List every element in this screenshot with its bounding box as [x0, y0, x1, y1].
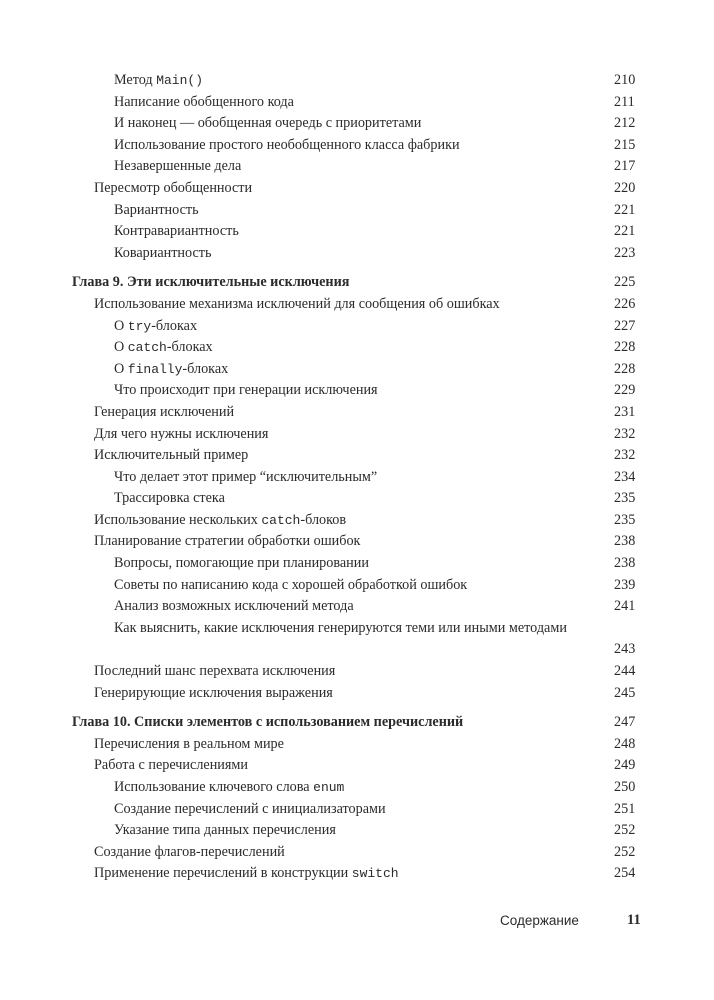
- title-text: О: [114, 339, 128, 356]
- toc-entry-page: 251: [614, 800, 636, 817]
- code-term: finally: [127, 361, 183, 377]
- title-text: Указание типа данных перечисления: [114, 822, 336, 839]
- toc-entry: [0, 683, 714, 705]
- toc-entry: [0, 755, 714, 777]
- toc-entry: [0, 799, 714, 821]
- toc-entry-page: 212: [614, 115, 636, 132]
- title-text: Что происходит при генерации исключения: [114, 382, 378, 399]
- chapter-entry: [0, 712, 714, 734]
- toc-entry-title: [94, 531, 360, 553]
- toc-entry-page: 238: [614, 555, 636, 572]
- toc-entry-title: [94, 755, 248, 777]
- title-text: Работа с перечислениями: [94, 757, 248, 774]
- toc-entry-page: 211: [614, 93, 635, 110]
- toc-entry-page: 227: [614, 317, 636, 334]
- toc-entry-title: [94, 445, 248, 467]
- code-term: catch: [127, 340, 167, 356]
- toc-entry-page: 210: [614, 72, 636, 88]
- title-text: -блоках: [182, 360, 229, 377]
- toc-entry-page: 245: [614, 684, 636, 701]
- toc-entry: [0, 294, 714, 316]
- toc-entry-page: 241: [614, 598, 636, 615]
- toc-entry: [0, 337, 714, 359]
- toc-entry-title: [114, 70, 203, 92]
- title-text: Планирование стратегии обработки ошибок: [94, 533, 361, 550]
- title-text: Перечисления в реальном мире: [94, 735, 284, 752]
- toc-entry-title: [94, 734, 284, 756]
- toc-entry-title: [114, 243, 211, 265]
- table-of-contents: [0, 70, 714, 885]
- toc-entry-title: [114, 488, 225, 510]
- toc-entry: [0, 618, 714, 661]
- title-text: -блоков: [300, 511, 347, 528]
- title-text: -блоках: [166, 339, 213, 356]
- toc-entry-page: 239: [614, 576, 636, 593]
- toc-entry-title: [114, 200, 199, 222]
- toc-entry: [0, 113, 714, 135]
- toc-entry: [0, 70, 714, 92]
- toc-entry-title: [94, 178, 252, 200]
- toc-entry-title: [114, 221, 239, 243]
- title-text: Вопросы, помогающие при планировании: [114, 555, 369, 572]
- toc-entry: [0, 842, 714, 864]
- toc-entry-page: 217: [614, 158, 636, 175]
- running-footer-title: Содержание: [500, 913, 579, 928]
- title-text: Глава 9. Эти исключительные исключения: [72, 274, 350, 291]
- toc-entry-page: 252: [614, 822, 636, 839]
- toc-entry-page: 220: [614, 179, 636, 196]
- toc-entry: [0, 92, 714, 114]
- toc-entry-title: [114, 820, 336, 842]
- toc-entry-title: [94, 402, 234, 424]
- toc-entry-title: [114, 359, 228, 381]
- toc-entry: [0, 359, 714, 381]
- toc-entry-page: 238: [614, 533, 636, 550]
- toc-entry-page: 226: [614, 295, 636, 312]
- toc-entry: [0, 575, 714, 597]
- toc-entry-page: 247: [614, 714, 636, 731]
- toc-entry-title: [114, 618, 594, 640]
- toc-entry: [0, 402, 714, 424]
- toc-entry-page: 235: [614, 511, 636, 528]
- toc-entry: [0, 178, 714, 200]
- toc-entry-page: 232: [614, 447, 636, 464]
- toc-entry-page: 234: [614, 468, 636, 485]
- title-text: Ковариантность: [114, 244, 212, 261]
- toc-entry-title: [94, 424, 268, 446]
- toc-entry-title: [94, 863, 399, 885]
- toc-entry-page: 232: [614, 425, 636, 442]
- title-text: Создание перечислений с инициализаторами: [114, 800, 386, 817]
- toc-entry-page: 248: [614, 735, 636, 752]
- page-footer: [0, 913, 714, 935]
- code-term: Main(): [156, 73, 204, 88]
- toc-entry-page: 252: [614, 843, 636, 860]
- title-text: О: [114, 360, 128, 377]
- toc-entry: [0, 734, 714, 756]
- toc-entry-title: [94, 510, 346, 532]
- code-term: catch: [261, 512, 301, 528]
- toc-entry-page: 228: [614, 339, 636, 356]
- title-text: Последний шанс перехвата исключения: [94, 663, 336, 680]
- title-text: Пересмотр обобщенности: [94, 179, 253, 196]
- toc-entry-page: 243: [614, 641, 636, 658]
- toc-entry-page: 235: [614, 490, 636, 507]
- title-text: Для чего нужны исключения: [94, 425, 269, 442]
- title-text: Как выяснить, какие исключения генерируются теми или иными методами: [114, 619, 567, 636]
- toc-entry-title: [114, 156, 241, 178]
- toc-entry-title: [72, 712, 463, 734]
- toc-entry-page: 221: [614, 201, 636, 218]
- title-text: Использование ключевого слова: [114, 779, 314, 795]
- title-text: Использование механизма исключений для сообщения об ошибках: [94, 295, 500, 312]
- title-text: Использование простого необобщенного класса фабрики: [114, 136, 460, 153]
- toc-entry-page: 215: [614, 136, 636, 153]
- code-term: switch: [351, 866, 399, 882]
- toc-entry: [0, 243, 714, 265]
- toc-entry: [0, 156, 714, 178]
- toc-entry-page: 244: [614, 663, 636, 680]
- title-text: Что делает этот пример “исключительным”: [114, 468, 378, 485]
- toc-entry: [0, 863, 714, 885]
- toc-entry: [0, 221, 714, 243]
- title-text: Создание флагов-перечислений: [94, 843, 285, 860]
- toc-entry-page: 228: [614, 360, 636, 377]
- toc-entry-title: [114, 337, 213, 359]
- toc-entry: [0, 531, 714, 553]
- title-text: Советы по написанию кода с хорошей обработкой ошибок: [114, 576, 468, 593]
- toc-entry: [0, 488, 714, 510]
- title-text: -блоках: [151, 317, 198, 334]
- toc-entry-page: 221: [614, 223, 636, 240]
- toc-entry-page: 249: [614, 757, 636, 774]
- page-number: 11: [627, 912, 641, 928]
- toc-entry-title: [114, 113, 421, 135]
- code-term: try: [127, 318, 152, 334]
- toc-entry: [0, 424, 714, 446]
- toc-entry-page: 223: [614, 244, 636, 261]
- toc-entry: [0, 200, 714, 222]
- toc-entry-page: 254: [614, 865, 636, 882]
- toc-entry-title: [114, 596, 354, 618]
- toc-entry: [0, 820, 714, 842]
- title-text: Анализ возможных исключений метода: [114, 598, 354, 615]
- toc-entry-title: [114, 380, 378, 402]
- title-text: Трассировка стека: [114, 490, 225, 507]
- toc-entry-title: [94, 683, 333, 705]
- toc-entry-title: [114, 777, 344, 799]
- title-text: Контравариантность: [114, 223, 239, 240]
- title-text: Глава 10. Списки элементов с использованием перечислений: [72, 714, 464, 731]
- toc-entry-title: [114, 92, 294, 114]
- toc-entry-title: [114, 467, 377, 489]
- toc-entry-title: [114, 799, 386, 821]
- title-text: Использование нескольких: [94, 511, 262, 528]
- toc-entry-title: [114, 316, 197, 338]
- toc-entry-title: [72, 272, 349, 294]
- toc-entry-title: [94, 842, 285, 864]
- toc-entry: [0, 553, 714, 575]
- toc-entry: [0, 467, 714, 489]
- title-text: Незавершенные дела: [114, 158, 242, 175]
- toc-entry: [0, 135, 714, 157]
- toc-entry-title: [114, 135, 460, 157]
- toc-entry-page: 229: [614, 382, 636, 399]
- title-text: О: [114, 317, 128, 334]
- title-text: Вариантность: [114, 201, 199, 218]
- toc-entry: [0, 380, 714, 402]
- title-text: Метод: [114, 72, 157, 88]
- title-text: Написание обобщенного кода: [114, 93, 294, 110]
- toc-entry-title: [94, 294, 500, 316]
- toc-entry-page: 250: [614, 779, 636, 795]
- toc-entry-title: [114, 553, 369, 575]
- title-text: И наконец — обобщенная очередь с приоритетами: [114, 115, 422, 132]
- toc-entry-page: 231: [614, 403, 636, 420]
- toc-entry: [0, 661, 714, 683]
- toc-entry-title: [114, 575, 467, 597]
- toc-entry: [0, 445, 714, 467]
- title-text: Генерирующие исключения выражения: [94, 684, 333, 701]
- toc-entry: [0, 316, 714, 338]
- toc-entry-page: 225: [614, 274, 636, 291]
- chapter-entry: [0, 272, 714, 294]
- toc-entry: [0, 510, 714, 532]
- title-text: Исключительный пример: [94, 447, 249, 464]
- code-term: enum: [313, 780, 345, 795]
- title-text: Применение перечислений в конструкции: [94, 865, 352, 882]
- toc-entry: [0, 596, 714, 618]
- toc-entry-title: [94, 661, 335, 683]
- toc-entry: [0, 777, 714, 799]
- title-text: Генерация исключений: [94, 403, 235, 420]
